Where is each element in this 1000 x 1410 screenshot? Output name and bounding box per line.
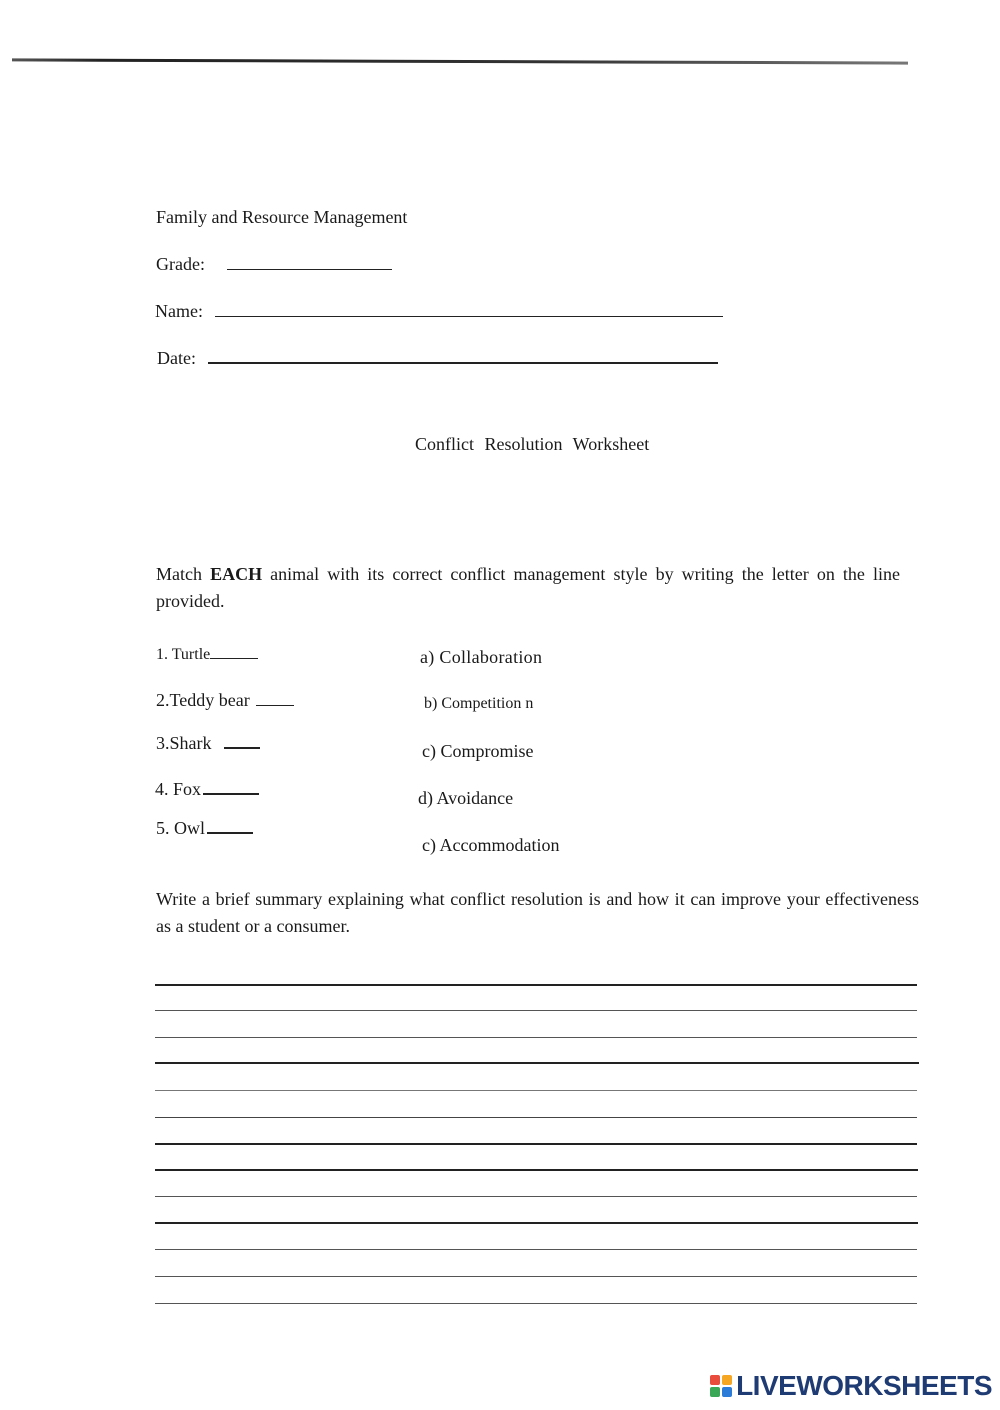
worksheet-title: Conflict Resolution Worksheet: [415, 434, 650, 454]
style-option: c) Accommodation: [422, 835, 560, 855]
grade-label: Grade:: [156, 254, 205, 274]
match-instructions: [156, 561, 900, 615]
logo-cube: [722, 1375, 732, 1385]
writing-line[interactable]: [155, 1090, 917, 1091]
writing-line[interactable]: [155, 1303, 917, 1304]
summary-prompt: Write a brief summary explaining what conflict resolution is and how it can improve your effectiveness as a student or a consumer.: [156, 889, 919, 936]
date-field: [157, 348, 718, 369]
grade-input-line[interactable]: [227, 269, 392, 270]
writing-line[interactable]: [155, 1196, 917, 1197]
writing-line[interactable]: [155, 984, 917, 986]
name-label: Name:: [155, 301, 203, 321]
date-label: Date:: [157, 348, 196, 368]
writing-line[interactable]: [155, 1143, 917, 1145]
course-title: Family and Resource Management: [156, 207, 408, 227]
logo-cube: [710, 1375, 720, 1385]
instructions-pre: Match: [156, 564, 202, 584]
top-scan-rule: [12, 58, 908, 64]
answer-line[interactable]: [203, 793, 259, 795]
logo-cubes-icon: [710, 1375, 732, 1397]
animal-item: [156, 733, 260, 754]
name-field: [155, 301, 723, 322]
answer-line[interactable]: [256, 705, 294, 706]
animal-item: [156, 646, 258, 664]
writing-line[interactable]: [155, 1249, 917, 1250]
animal-label: 1. Turtle: [156, 646, 211, 663]
style-option: c) Compromise: [422, 741, 534, 761]
writing-line[interactable]: [155, 1010, 917, 1011]
liveworksheets-logo: [710, 1370, 992, 1402]
style-option: a) Collaboration: [420, 647, 543, 667]
style-option: b) Competition n: [424, 695, 534, 712]
writing-line[interactable]: [155, 1169, 918, 1171]
date-input-line[interactable]: [208, 362, 718, 364]
logo-cube: [722, 1387, 732, 1397]
animal-item: [156, 818, 253, 839]
writing-line[interactable]: [155, 1037, 917, 1038]
logo-cube: [710, 1387, 720, 1397]
instructions-bold: EACH: [210, 564, 263, 584]
animal-label: 4. Fox: [155, 779, 202, 799]
logo-brand-text: LIVEWORKSHEETS: [736, 1370, 992, 1401]
writing-line[interactable]: [155, 1117, 917, 1118]
answer-line[interactable]: [207, 832, 253, 834]
animal-label: 2.Teddy bear: [156, 690, 250, 710]
name-input-line[interactable]: [215, 316, 723, 317]
animal-item: [156, 690, 294, 711]
style-option: d) Avoidance: [418, 788, 514, 808]
animal-label: 3.Shark: [156, 733, 212, 753]
answer-line[interactable]: [210, 658, 258, 659]
instructions-post: animal with its correct conflict management style by writing the letter on the line provided.: [156, 564, 900, 611]
answer-line[interactable]: [224, 747, 260, 749]
writing-line[interactable]: [155, 1222, 918, 1224]
animal-label: 5. Owl: [156, 818, 205, 838]
animal-item: [155, 779, 259, 800]
grade-field: [156, 254, 392, 275]
writing-line[interactable]: [155, 1062, 919, 1064]
writing-line[interactable]: [155, 1276, 917, 1277]
